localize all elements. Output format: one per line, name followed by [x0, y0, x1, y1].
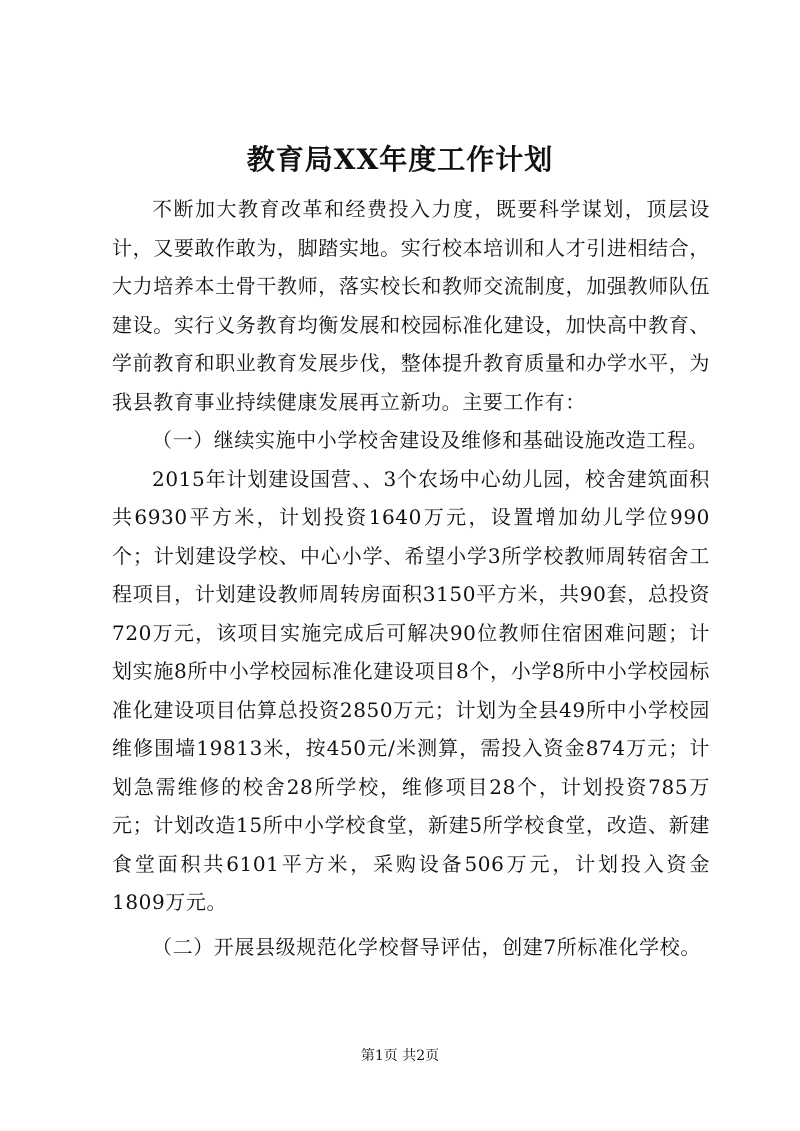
document-body	[112, 190, 710, 966]
document-title: 教育局XX年度工作计划	[246, 143, 554, 176]
section-1-paragraph: 2015年计划建设国营、、3个农场中心幼儿园，校舍建筑面积共6930平方米，计划投资1640万元，设置增加幼儿学位990个；计划建设学校、中心小学、希望小学3所学校教师周转宿舍工程项目，计划建设教师周转房面积3150平方米，共90套，总投资720万元，该项目实施完成后可解决90位教师住宿困难问题；计划实施8所中小学校园标准化建设项目8个，小学8所中小学校园标准化建设项目估算总投资2850万元；计划为全县49所中小学校园维修围墙19813米，按450元/米测算，需投入资金874万元；计划急需维修的校舍28所学校，维修项目28个，计划投资785万元；计划改造15所中小学校食堂，新建5所学校食堂，改造、新建食堂面积共6101平方米，采购设备506万元，计划投入资金1809万元。	[112, 466, 710, 914]
intro-paragraph: 不断加大教育改革和经费投入力度，既要科学谋划，顶层设计，又要敢作敢为，脚踏实地。实行校本培训和人才引进相结合，大力培养本土骨干教师，落实校长和教师交流制度，加强教师队伍建设。实行义务教育均衡发展和校园标准化建设，加快高中教育、学前教育和职业教育发展步伐，整体提升教育质量和办学水平，为我县教育事业持续健康发展再立新功。主要工作有：	[112, 197, 710, 414]
page-footer: 第1页 共2页	[360, 1048, 440, 1064]
section-heading-2: （二）开展县级规范化学校督导评估，创建7所标准化学校。	[152, 934, 701, 959]
section-heading-1: （一）继续实施中小学校舍建设及维修和基础设施改造工程。	[152, 428, 709, 452]
